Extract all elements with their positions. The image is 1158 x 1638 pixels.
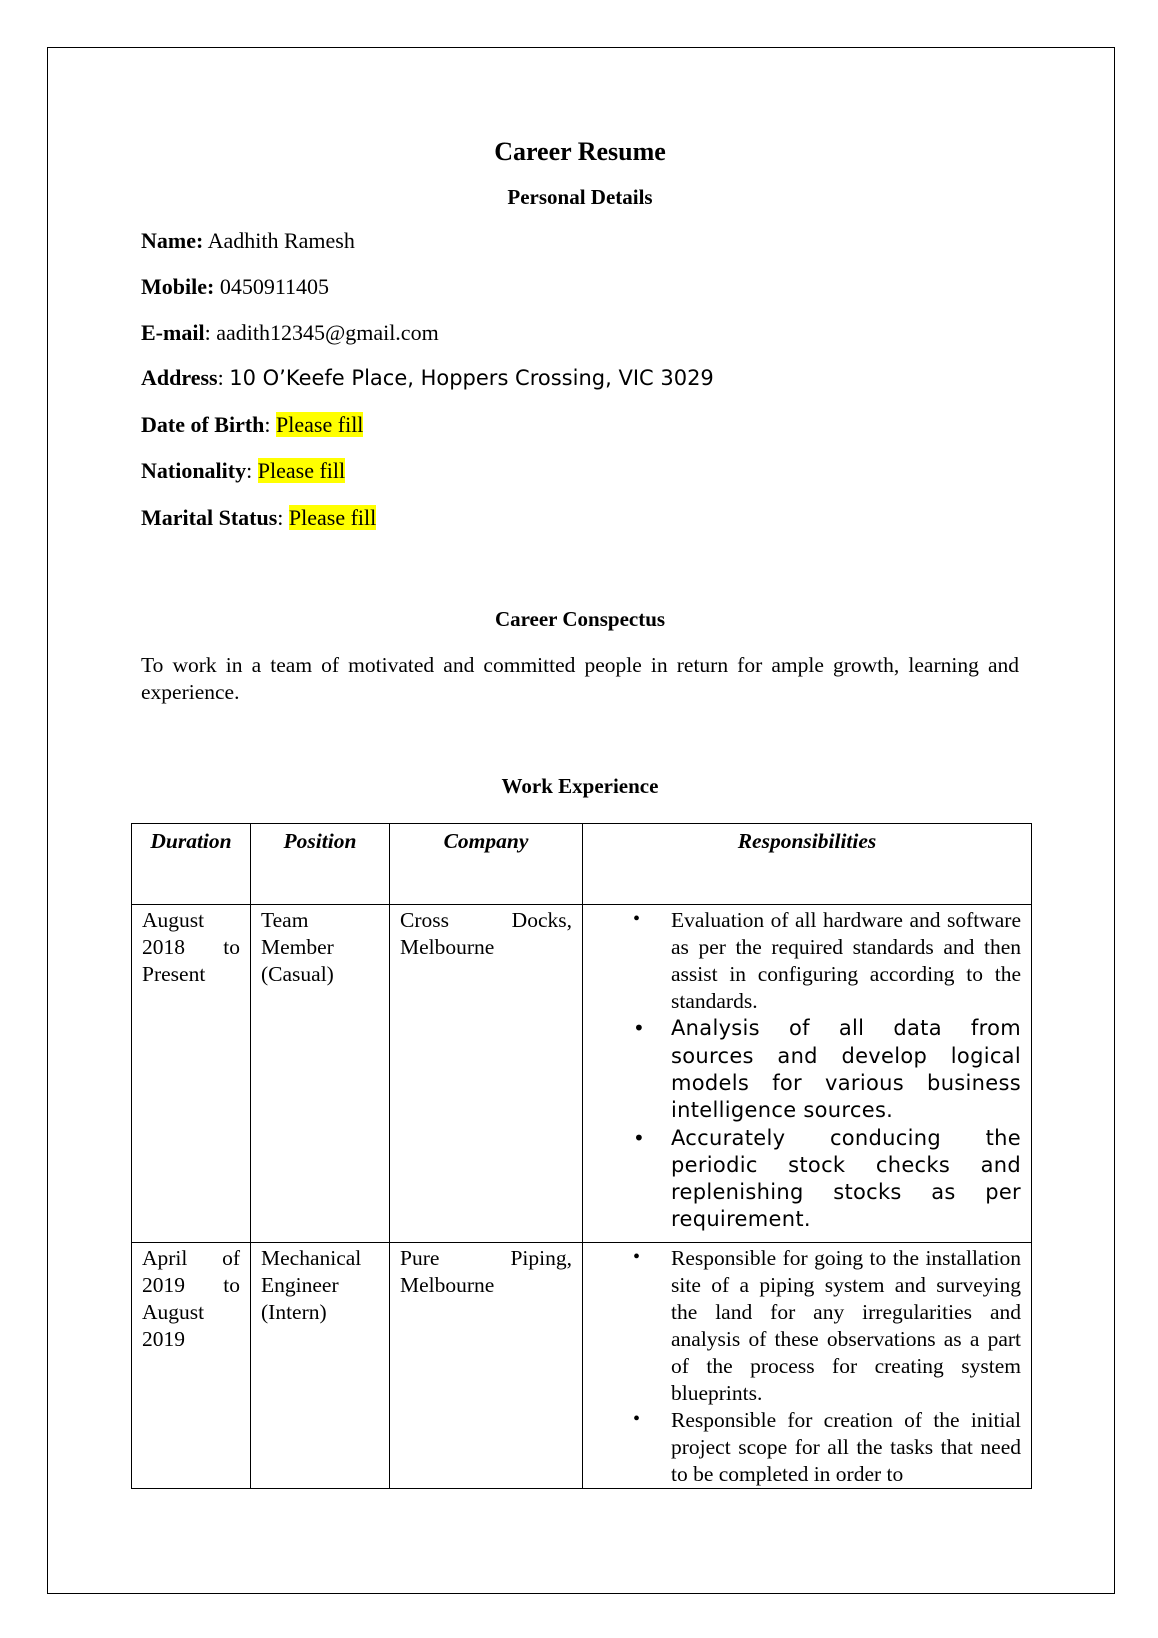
marital-status-separator: : — [277, 505, 284, 530]
responsibilities-cell — [583, 1242, 1032, 1489]
document-title: Career Resume — [494, 137, 666, 166]
mobile-label: Mobile: — [141, 274, 215, 299]
personal-details-heading: Personal Details — [507, 185, 653, 210]
address-value: 10 O’Keefe Place, Hoppers Crossing, VIC 3029 — [229, 366, 714, 390]
duration-cell: April of 2019 to August 2019 — [132, 1242, 251, 1489]
mobile-value: 0450911405 — [219, 274, 330, 299]
dob-value: Please fill — [276, 412, 364, 437]
list-item: • Analysis of all data from sources and develop logical models for various business intelligence sources. — [671, 1015, 1021, 1124]
table-header-row — [132, 824, 1032, 905]
position-cell: Mechanical Engineer (Intern) — [251, 1242, 390, 1489]
work-experience-heading: Work Experience — [501, 774, 659, 798]
email-value: aadith12345@gmail.com — [216, 320, 439, 345]
nationality-value: Please fill — [257, 458, 346, 483]
list-item: • Responsible for going to the installation site of a piping system and surveying the land for any irregularities and analysis of these observations as a part of the process for creating system blueprints. — [671, 1245, 1021, 1407]
career-conspectus-text: To work in a team of motivated and committed people in return for ample growth, learning and experience. — [141, 653, 1019, 705]
list-item: • Evaluation of all hardware and software as per the required standards and then assist in configuring according to the standards. — [671, 907, 1021, 1015]
address-label: Address — [141, 365, 218, 390]
nationality-label: Nationality — [141, 458, 247, 483]
address-field — [141, 365, 714, 391]
table-row — [132, 905, 1032, 1243]
name-field — [141, 228, 355, 254]
duration-cell: August 2018 to Present — [132, 905, 251, 1243]
column-header-duration: Duration — [132, 824, 251, 905]
position-cell: Team Member (Casual) — [251, 905, 390, 1243]
email-label: E-mail — [141, 320, 205, 345]
column-header-company: Company — [390, 824, 583, 905]
nationality-separator: : — [246, 458, 253, 483]
list-item: • Responsible for creation of the initial project scope for all the tasks that need to be completed in order to — [671, 1407, 1021, 1488]
mobile-field — [141, 274, 329, 300]
column-header-position: Position — [251, 824, 390, 905]
responsibilities-list — [593, 907, 1021, 1234]
career-conspectus-heading: Career Conspectus — [494, 607, 666, 631]
email-field — [141, 320, 439, 346]
marital-status-field — [141, 505, 376, 531]
table-row — [132, 1242, 1032, 1489]
marital-status-value: Please fill — [288, 505, 377, 530]
resume-content — [141, 136, 1019, 798]
dob-label: Date of Birth — [141, 412, 265, 437]
dob-separator: : — [264, 412, 271, 437]
name-label: Name: — [141, 228, 204, 253]
dob-field — [141, 412, 363, 438]
marital-status-label: Marital Status — [141, 505, 278, 530]
list-item: • Accurately conducing the periodic stock checks and replenishing stocks as per requirement. — [671, 1125, 1021, 1234]
work-experience-table — [131, 823, 1032, 1489]
company-cell: Cross Docks, Melbourne — [390, 905, 583, 1243]
responsibilities-list — [593, 1245, 1021, 1489]
company-cell: Pure Piping, Melbourne — [390, 1242, 583, 1489]
nationality-field — [141, 458, 345, 484]
responsibilities-cell — [583, 905, 1032, 1243]
column-header-responsibilities: Responsibilities — [583, 824, 1032, 905]
email-separator: : — [204, 320, 211, 345]
name-value: Aadhith Ramesh — [207, 228, 355, 253]
address-separator: : — [217, 365, 224, 390]
